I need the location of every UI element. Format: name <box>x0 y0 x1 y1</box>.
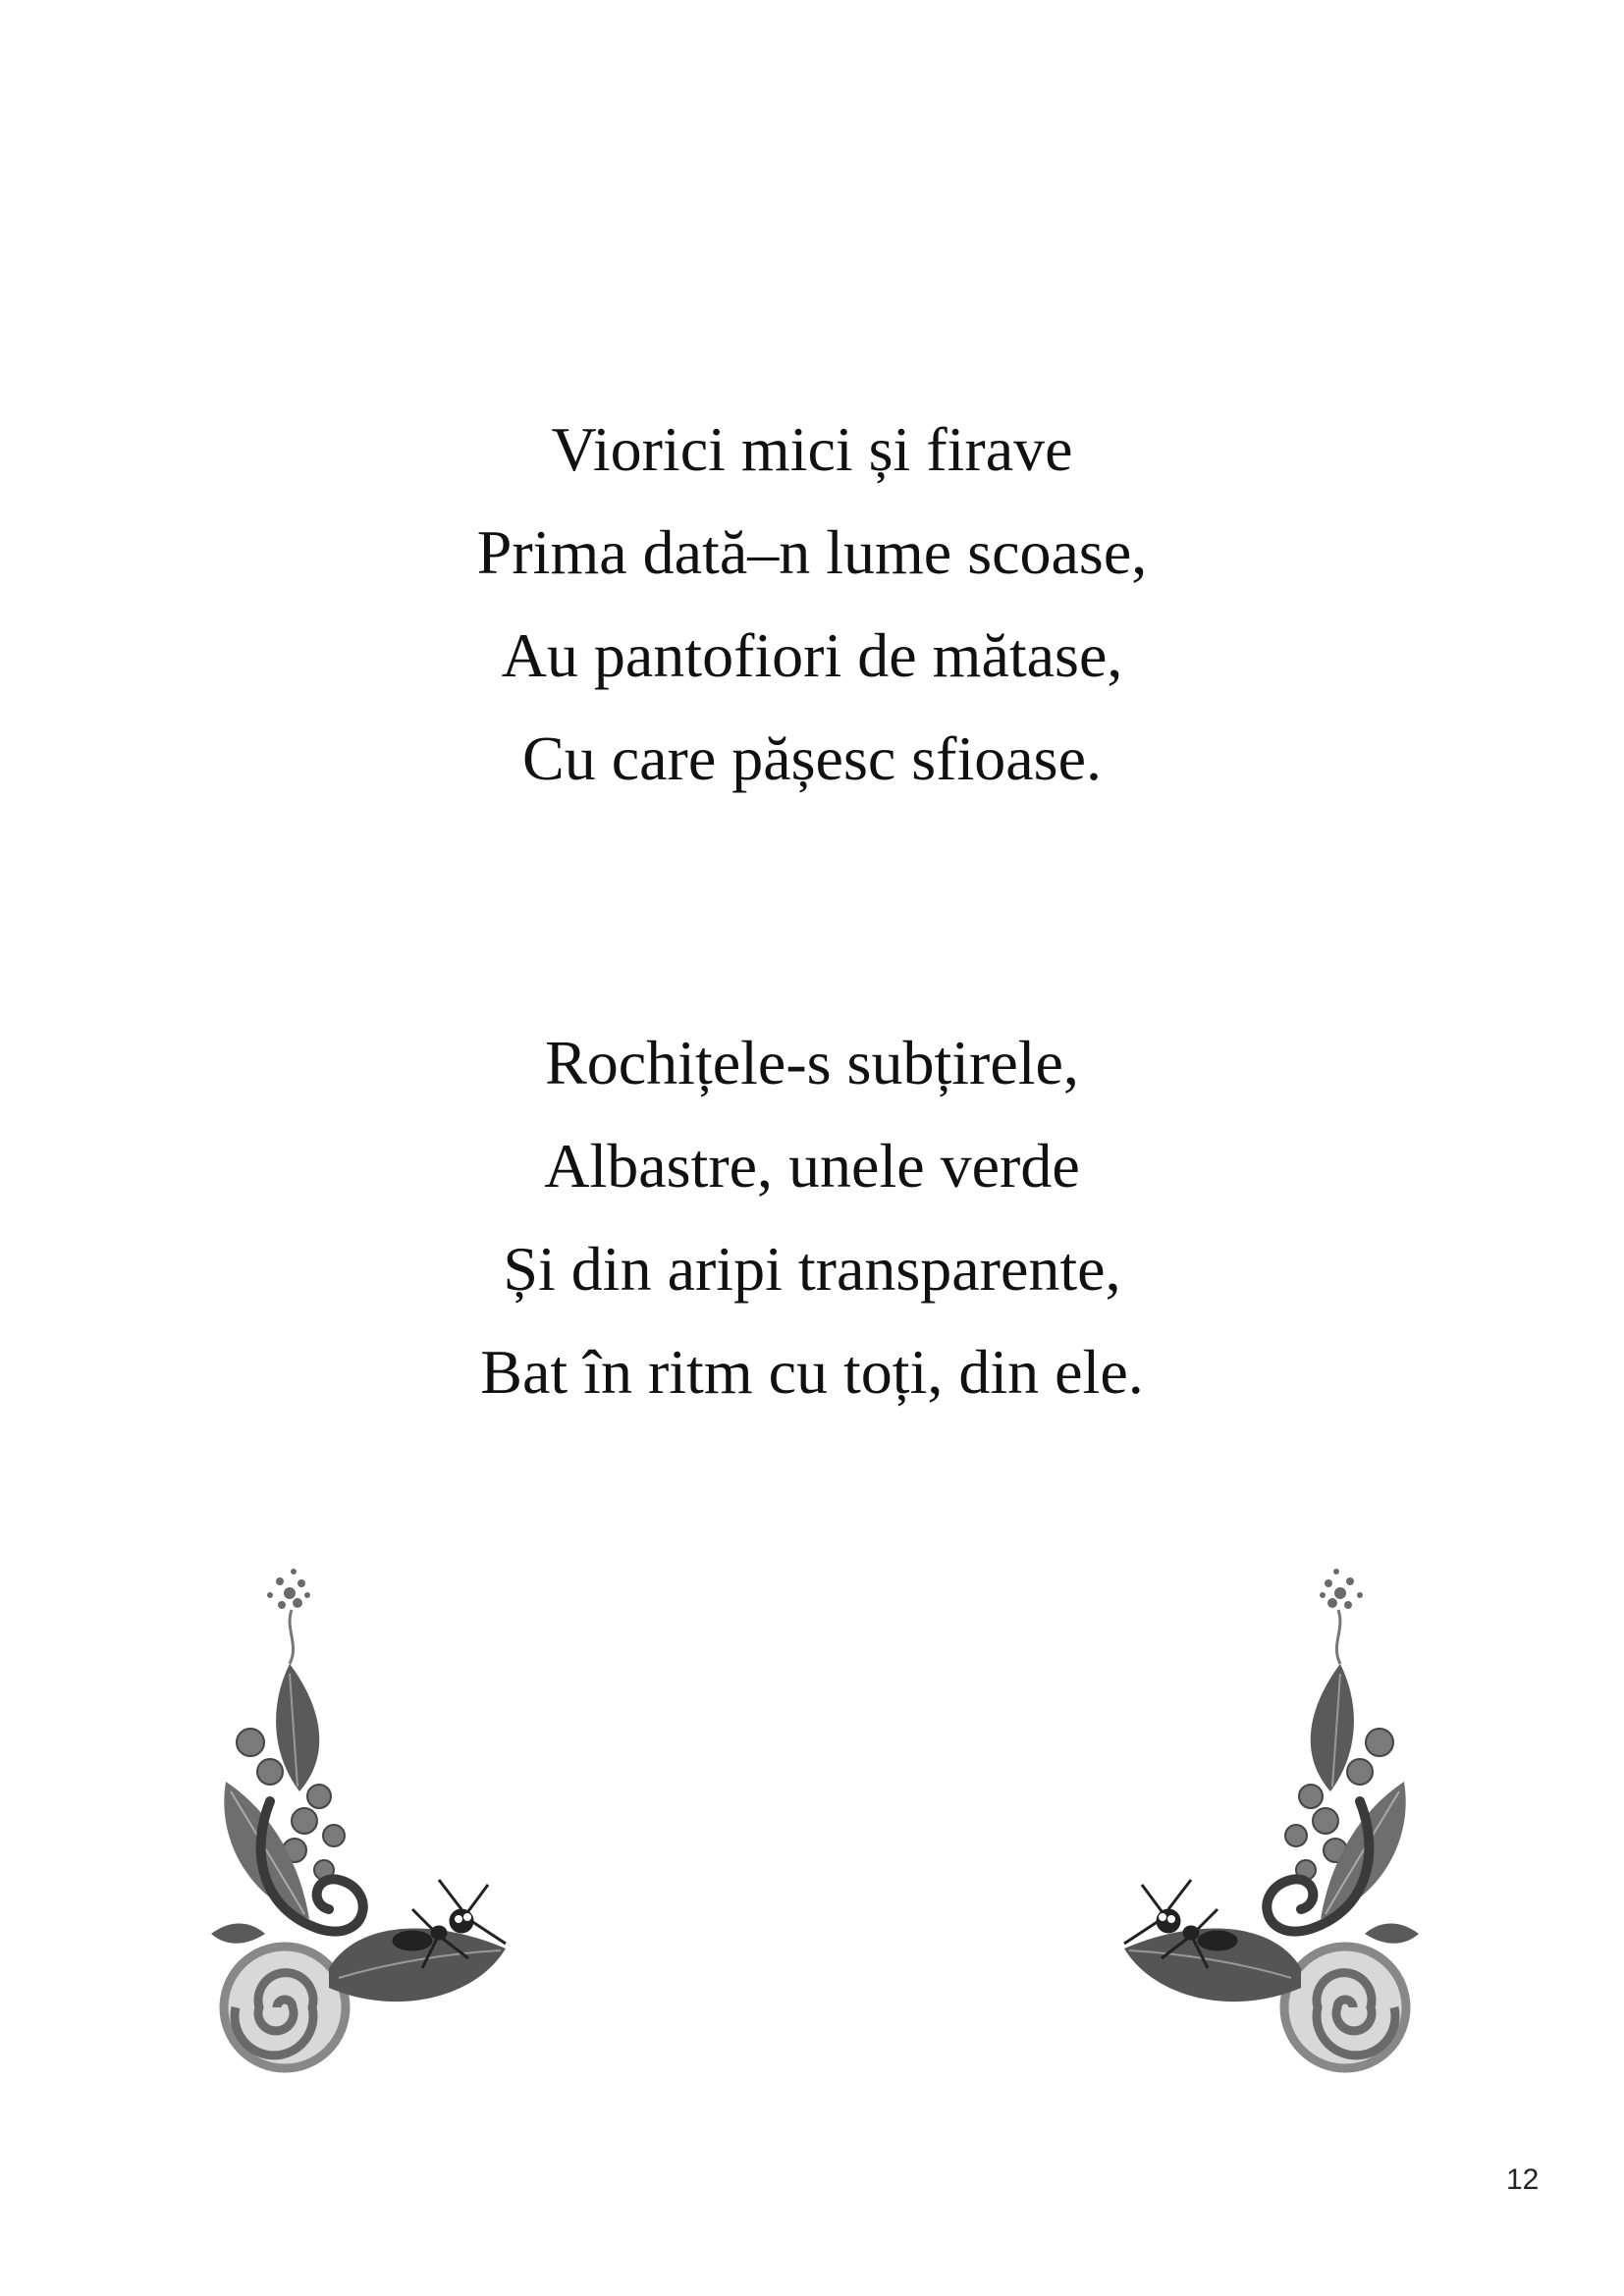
verse-line: Bat în ritm cu toți, din ele. <box>480 1337 1144 1407</box>
verse-line: Rochițele-s subțirele, <box>545 1028 1079 1097</box>
stanza-2 <box>0 1011 1624 1423</box>
verse-line: Cu care pășesc sfioase. <box>522 723 1102 793</box>
floral-corner-ornament-right <box>997 1556 1419 2086</box>
stanza-1 <box>0 398 1624 810</box>
verse-line: Prima dată–n lume scoase, <box>476 517 1148 587</box>
floral-corner-with-ant-icon <box>211 1569 506 2068</box>
page-number: 12 <box>1506 2163 1540 2196</box>
floral-corner-with-ant-icon <box>1124 1569 1419 2068</box>
verse-line: Au pantofiori de mătase, <box>501 620 1123 690</box>
verse-line: Și din aripi transparente, <box>503 1234 1121 1304</box>
verse-line: Albastre, unele verde <box>544 1131 1080 1201</box>
verse-line: Viorici mici și firave <box>551 414 1073 484</box>
floral-corner-ornament-left <box>211 1556 633 2086</box>
